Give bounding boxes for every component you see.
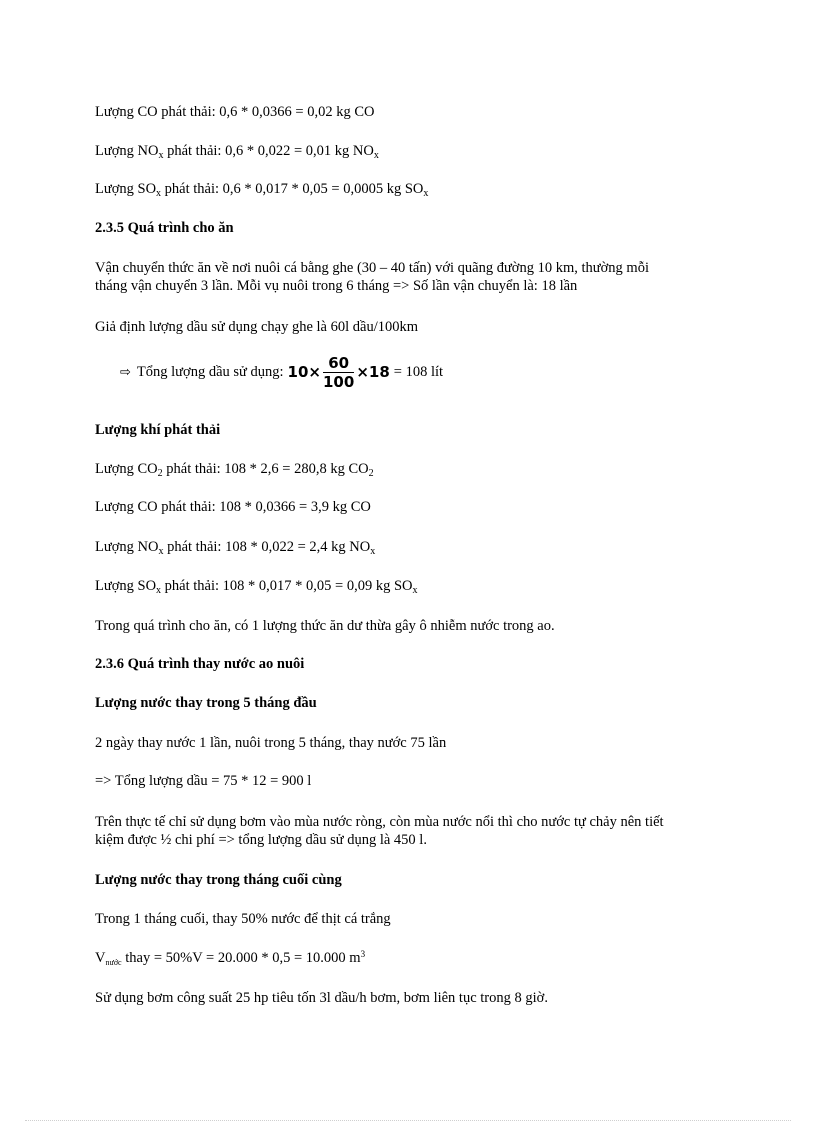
sox-emission-line: Lượng $SO_x$ phát thải: 0,6 * 0,017 * 0,05 = 0,0005 kg $SO_x$	[95, 181, 429, 199]
formula: 10× $\frac{60}{100}$ ×18	[287, 354, 390, 391]
section-heading-235: 2.3.5 Quá trình cho ăn	[95, 220, 234, 236]
section-heading-236: 2.3.6 Quá trình thay nước ao nuôi	[95, 656, 305, 672]
transport-paragraph-line-1: Vận chuyển thức ăn về nơi nuôi cá bằng ghe (30 – 40 tấn) với quãng đường 10 km, thường mỗi	[95, 260, 649, 276]
water-change-paragraph: 2 ngày thay nước 1 lần, nuôi trong 5 tháng, thay nước 75 lần	[95, 735, 447, 751]
total-oil-line: => Tổng lượng dầu = 75 * 12 = 900 l	[95, 773, 312, 789]
nox-line: Lượng $NO_x$ phát thải: 108 * 0,022 = 2,4 kg $NO_x$	[95, 539, 376, 557]
co2-line: Lượng $CO_2$ phát thải: 108 * 2,6 = 280,8 kg $CO_2$	[95, 461, 374, 479]
emission-heading: Lượng khí phát thải	[95, 422, 221, 438]
last-month-paragraph: Trong 1 tháng cuối, thay 50% nước để thịt cá trắng	[95, 911, 391, 927]
sox-line: Lượng $SO_x$ phát thải: 108 * 0,017 * 0,05 = 0,09 kg $SO_x$	[95, 578, 418, 596]
nox-emission-line: Lượng $NO_x$ phát thải: 0,6 * 0,022 = 0,01 kg $NO_x$	[95, 143, 379, 161]
volume-line: $V_{nước}$ thay = 50%V = 20.000 * 0,5 = 10.000 $m^3$	[95, 949, 366, 967]
page-bottom-border	[25, 1120, 791, 1121]
assumption-paragraph: Giả định lượng dầu sử dụng chạy ghe là 60l dầu/100km	[95, 319, 419, 335]
co-line: Lượng CO phát thải: 108 * 0,0366 = 3,9 kg CO	[95, 499, 371, 515]
co-emission-line: Lượng CO phát thải: 0,6 * 0,0366 = 0,02 kg CO	[95, 104, 375, 120]
total-oil-formula: ⇨ Tổng lượng dầu sử dụng: 10× $\frac{60}{100}$ ×18 = 108 lít	[120, 354, 444, 391]
feeding-paragraph: Trong quá trình cho ăn, có 1 lượng thức ăn dư thừa gây ô nhiễm nước trong ao.	[95, 618, 555, 634]
pump-paragraph-line-1: Trên thực tế chỉ sử dụng bơm vào mùa nước ròng, còn mùa nước nổi thì cho nước tự chảy nên tiết	[95, 814, 664, 830]
last-month-heading: Lượng nước thay trong tháng cuối cùng	[95, 872, 342, 888]
pump-paragraph-line-2: kiệm được ½ chi phí => tổng lượng dầu sử dụng là 450 l.	[95, 832, 427, 848]
water-change-heading: Lượng nước thay trong 5 tháng đầu	[95, 695, 317, 711]
arrow-icon: ⇨	[120, 364, 131, 380]
transport-paragraph-line-2: tháng vận chuyển 3 lần. Mỗi vụ nuôi trong 6 tháng => Số lần vận chuyển là: 18 lần	[95, 278, 578, 294]
pump-usage-paragraph: Sử dụng bơm công suất 25 hp tiêu tốn 3l dầu/h bơm, bơm liên tục trong 8 giờ.	[95, 990, 548, 1006]
